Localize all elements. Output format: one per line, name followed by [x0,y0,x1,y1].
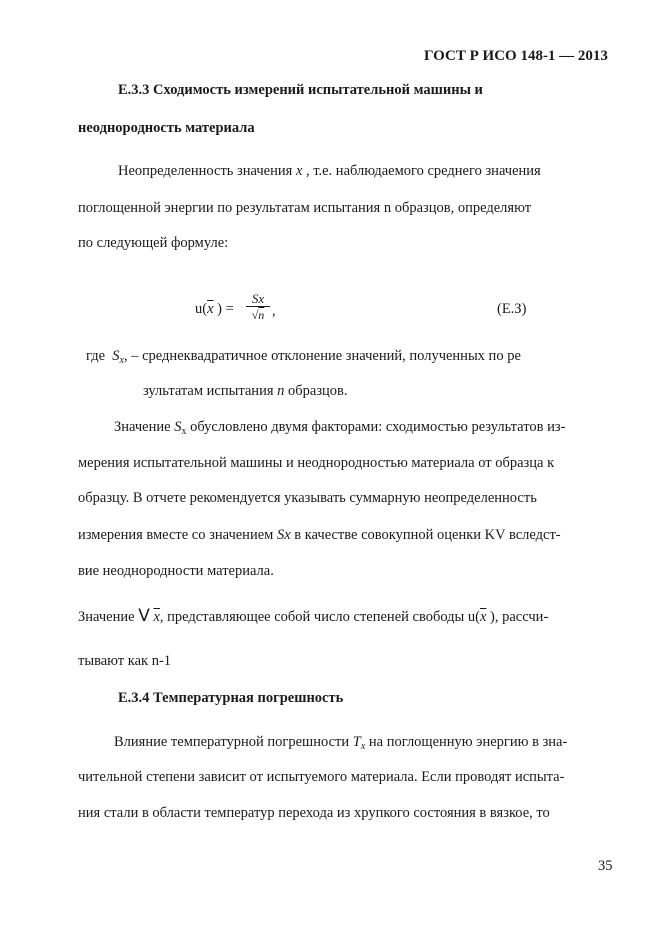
where-clause-line-2: зультатам испытания n образцов. [143,383,348,399]
paragraph-2-line-1: Значение $S_x$ обусловлено двумя факторами: сходимостью результатов из- [114,419,566,437]
paragraph-4-line-3: ния стали в области температур перехода из хрупкого состояния в вязкое, то [78,805,550,821]
paragraph-2-line-4: измерения вместе со значением Sx в качестве совокупной оценки KV вследст- [78,527,561,543]
paragraph-2-line-2: мерения испытательной машины и неоднородностью материала от образца к [78,455,555,471]
formula-comma: , [272,303,276,319]
section-heading-e34: Е.3.4 Температурная погрешность [118,690,344,706]
paragraph-1-line-2: поглощенной энергии по результатам испытания n образцов, определяют [78,200,532,216]
document-header: ГОСТ Р ИСО 148-1 — 2013 [424,48,608,64]
paragraph-3-line-1: Значение V $\overline{x}$, представляющее собой число степеней свободы $u(\overline{x}$ ), рассчи- [78,606,549,626]
formula-number: (Е.З) [497,301,527,317]
formula-numerator: Sx [251,291,265,306]
formula-fraction [244,291,272,323]
paragraph-1-line-3: по следующей формуле: [78,235,229,251]
paragraph-1-line-1: Неопределенность значения x , т.е. наблюдаемого среднего значения [118,163,541,179]
paragraph-3-line-2: тывают как n-1 [78,653,172,669]
section-heading-e33-line2: неоднородность материала [78,120,255,136]
formula-denominator: √n [251,308,265,322]
paragraph-4-line-1: Влияние температурной погрешности $T_x$ на поглощенную энергию в зна- [114,734,568,752]
formula-lhs: $u(\overline{x}$ ) = [195,301,234,317]
where-clause-line-1: где $S_x$, – среднеквадратичное отклонение значений, полученных по ре [86,348,521,366]
page-number: 35 [598,858,613,874]
paragraph-2-line-5: вие неоднородности материала. [78,563,274,579]
paragraph-2-line-3: образцу. В отчете рекомендуется указывать суммарную неопределенность [78,490,537,506]
nu-symbol: V [138,606,150,626]
paragraph-4-line-2: чительной степени зависит от испытуемого материала. Если проводят испыта- [78,769,565,785]
section-heading-e33-line1: Е.3.3 Сходимость измерений испытательной машины и [118,82,483,98]
